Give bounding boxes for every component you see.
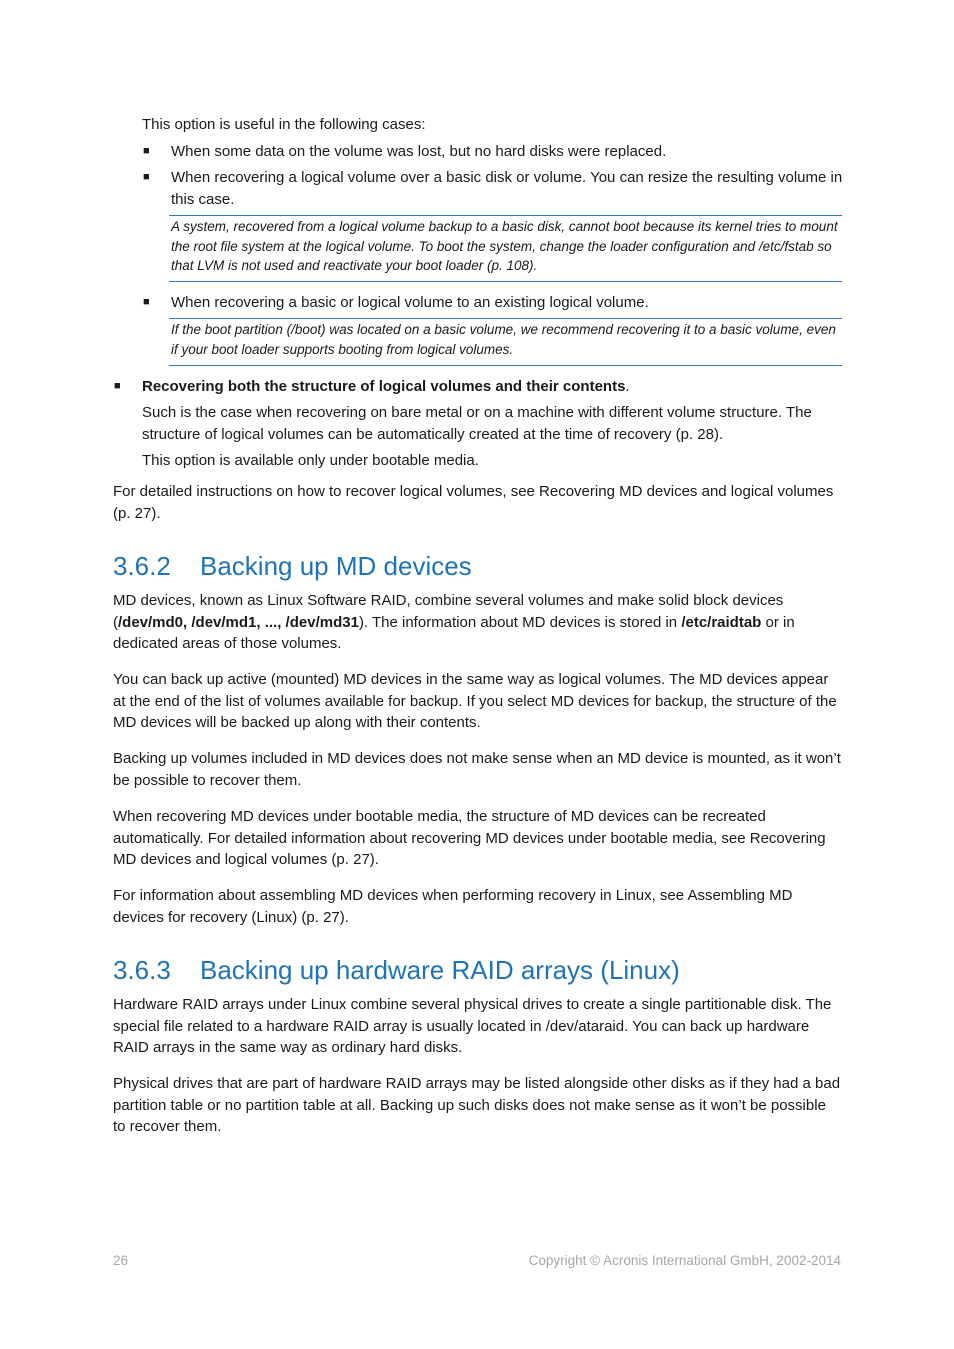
section-title: Backing up hardware RAID arrays (Linux) (200, 955, 680, 985)
section-number: 3.6.2 (113, 551, 171, 581)
md-p1-part-c: ). The information about MD devices is stored in (358, 613, 682, 631)
bullet-square-icon: ■ (143, 171, 150, 183)
raid-paragraph-2: Physical drives that are part of hardware RAID arrays may be listed alongside other disks as if they had a bad partition table or no partition table at all. Backing up such disks does not make sense as it won’t be possible to recover them. (113, 1075, 841, 1135)
page-number: 26 (113, 1253, 129, 1268)
md-paragraph-3: Backing up volumes included in MD devices does not make sense when an MD device is mounted, as it won’t be possible to recover them. (113, 750, 841, 789)
section-title: Backing up MD devices (200, 551, 472, 581)
section-heading-3-6-2 (113, 550, 472, 582)
md-paragraph-5: For information about assembling MD devices when performing recovery in Linux, see Assembling MD devices for recovery (Linux) (p. 27). (113, 887, 793, 926)
md-p1-part-a: MD devices, known as Linux Software RAID, combine several volumes and make solid block devices ( (113, 592, 784, 631)
raid-paragraph-1: Hardware RAID arrays under Linux combine several physical drives to create a single partitionable disk. The special file related to a hardware RAID array is usually located in /dev/ataraid. You can back up hardware RAID arrays in the same way as ordinary hard disks. (113, 996, 832, 1056)
md-device-paths: /dev/md0, /dev/md1, ..., /dev/md31 (118, 613, 359, 631)
option-title-period: . (625, 378, 630, 395)
note-1-text: A system, recovered from a logical volume backup to a basic disk, cannot boot because its kernel tries to mount the root file system at the logical volume. To boot the system, change the loader configuration and /etc/fstab so that LVM is not used and reactivate your boot loader (p. 108). (171, 219, 838, 273)
section-number: 3.6.3 (113, 955, 171, 985)
note-2-text: If the boot partition (/boot) was located on a basic volume, we recommend recovering it to a basic volume, even if your boot loader supports booting from logical volumes. (171, 322, 836, 357)
raidtab-path: /etc/raidtab (681, 613, 762, 631)
md-p1-part-e: or in dedicated areas of those volumes. (113, 613, 795, 652)
detailed-instructions-paragraph: For detailed instructions on how to recover logical volumes, see Recovering MD devices and logical volumes (p. 27). (113, 483, 834, 522)
case-1-text: When some data on the volume was lost, but no hard disks were replaced. (171, 143, 667, 160)
note-box-1 (169, 215, 842, 282)
md-paragraph-4: When recovering MD devices under bootable media, the structure of MD devices can be recreated automatically. For detailed information about recovering MD devices under bootable media, see Recovering MD devices and logical volumes (p. 27). (113, 808, 826, 868)
section-heading-3-6-3 (113, 954, 680, 986)
md-paragraph-1 (113, 590, 845, 655)
md-paragraph-2: You can back up active (mounted) MD devices in the same way as logical volumes. The MD devices appear at the end of the list of volumes available for backup. If you select MD devices for backup, the structure of the MD devices will be backed up along with their contents. (113, 671, 837, 731)
option-title-bold: Recovering both the structure of logical volumes and their contents (142, 378, 626, 395)
option-paragraph-1: Such is the case when recovering on bare metal or on a machine with different volume structure. The structure of logical volumes can be automatically created at the time of recovery (p. 28). (142, 404, 812, 443)
option-paragraph-2: This option is available only under bootable media. (142, 452, 479, 469)
option-title (142, 376, 842, 398)
case-2-text: When recovering a logical volume over a basic disk or volume. You can resize the resulting volume in this case. (171, 169, 843, 208)
bullet-square-icon: ■ (143, 145, 150, 157)
copyright-notice: Copyright © Acronis International GmbH, 2002-2014 (528, 1253, 841, 1268)
bullet-square-icon: ■ (143, 296, 150, 308)
note-box-2 (169, 318, 842, 366)
case-3-text: When recovering a basic or logical volume to an existing logical volume. (171, 294, 649, 311)
intro-text: This option is useful in the following cases: (142, 116, 426, 133)
bullet-square-icon: ■ (114, 380, 121, 392)
